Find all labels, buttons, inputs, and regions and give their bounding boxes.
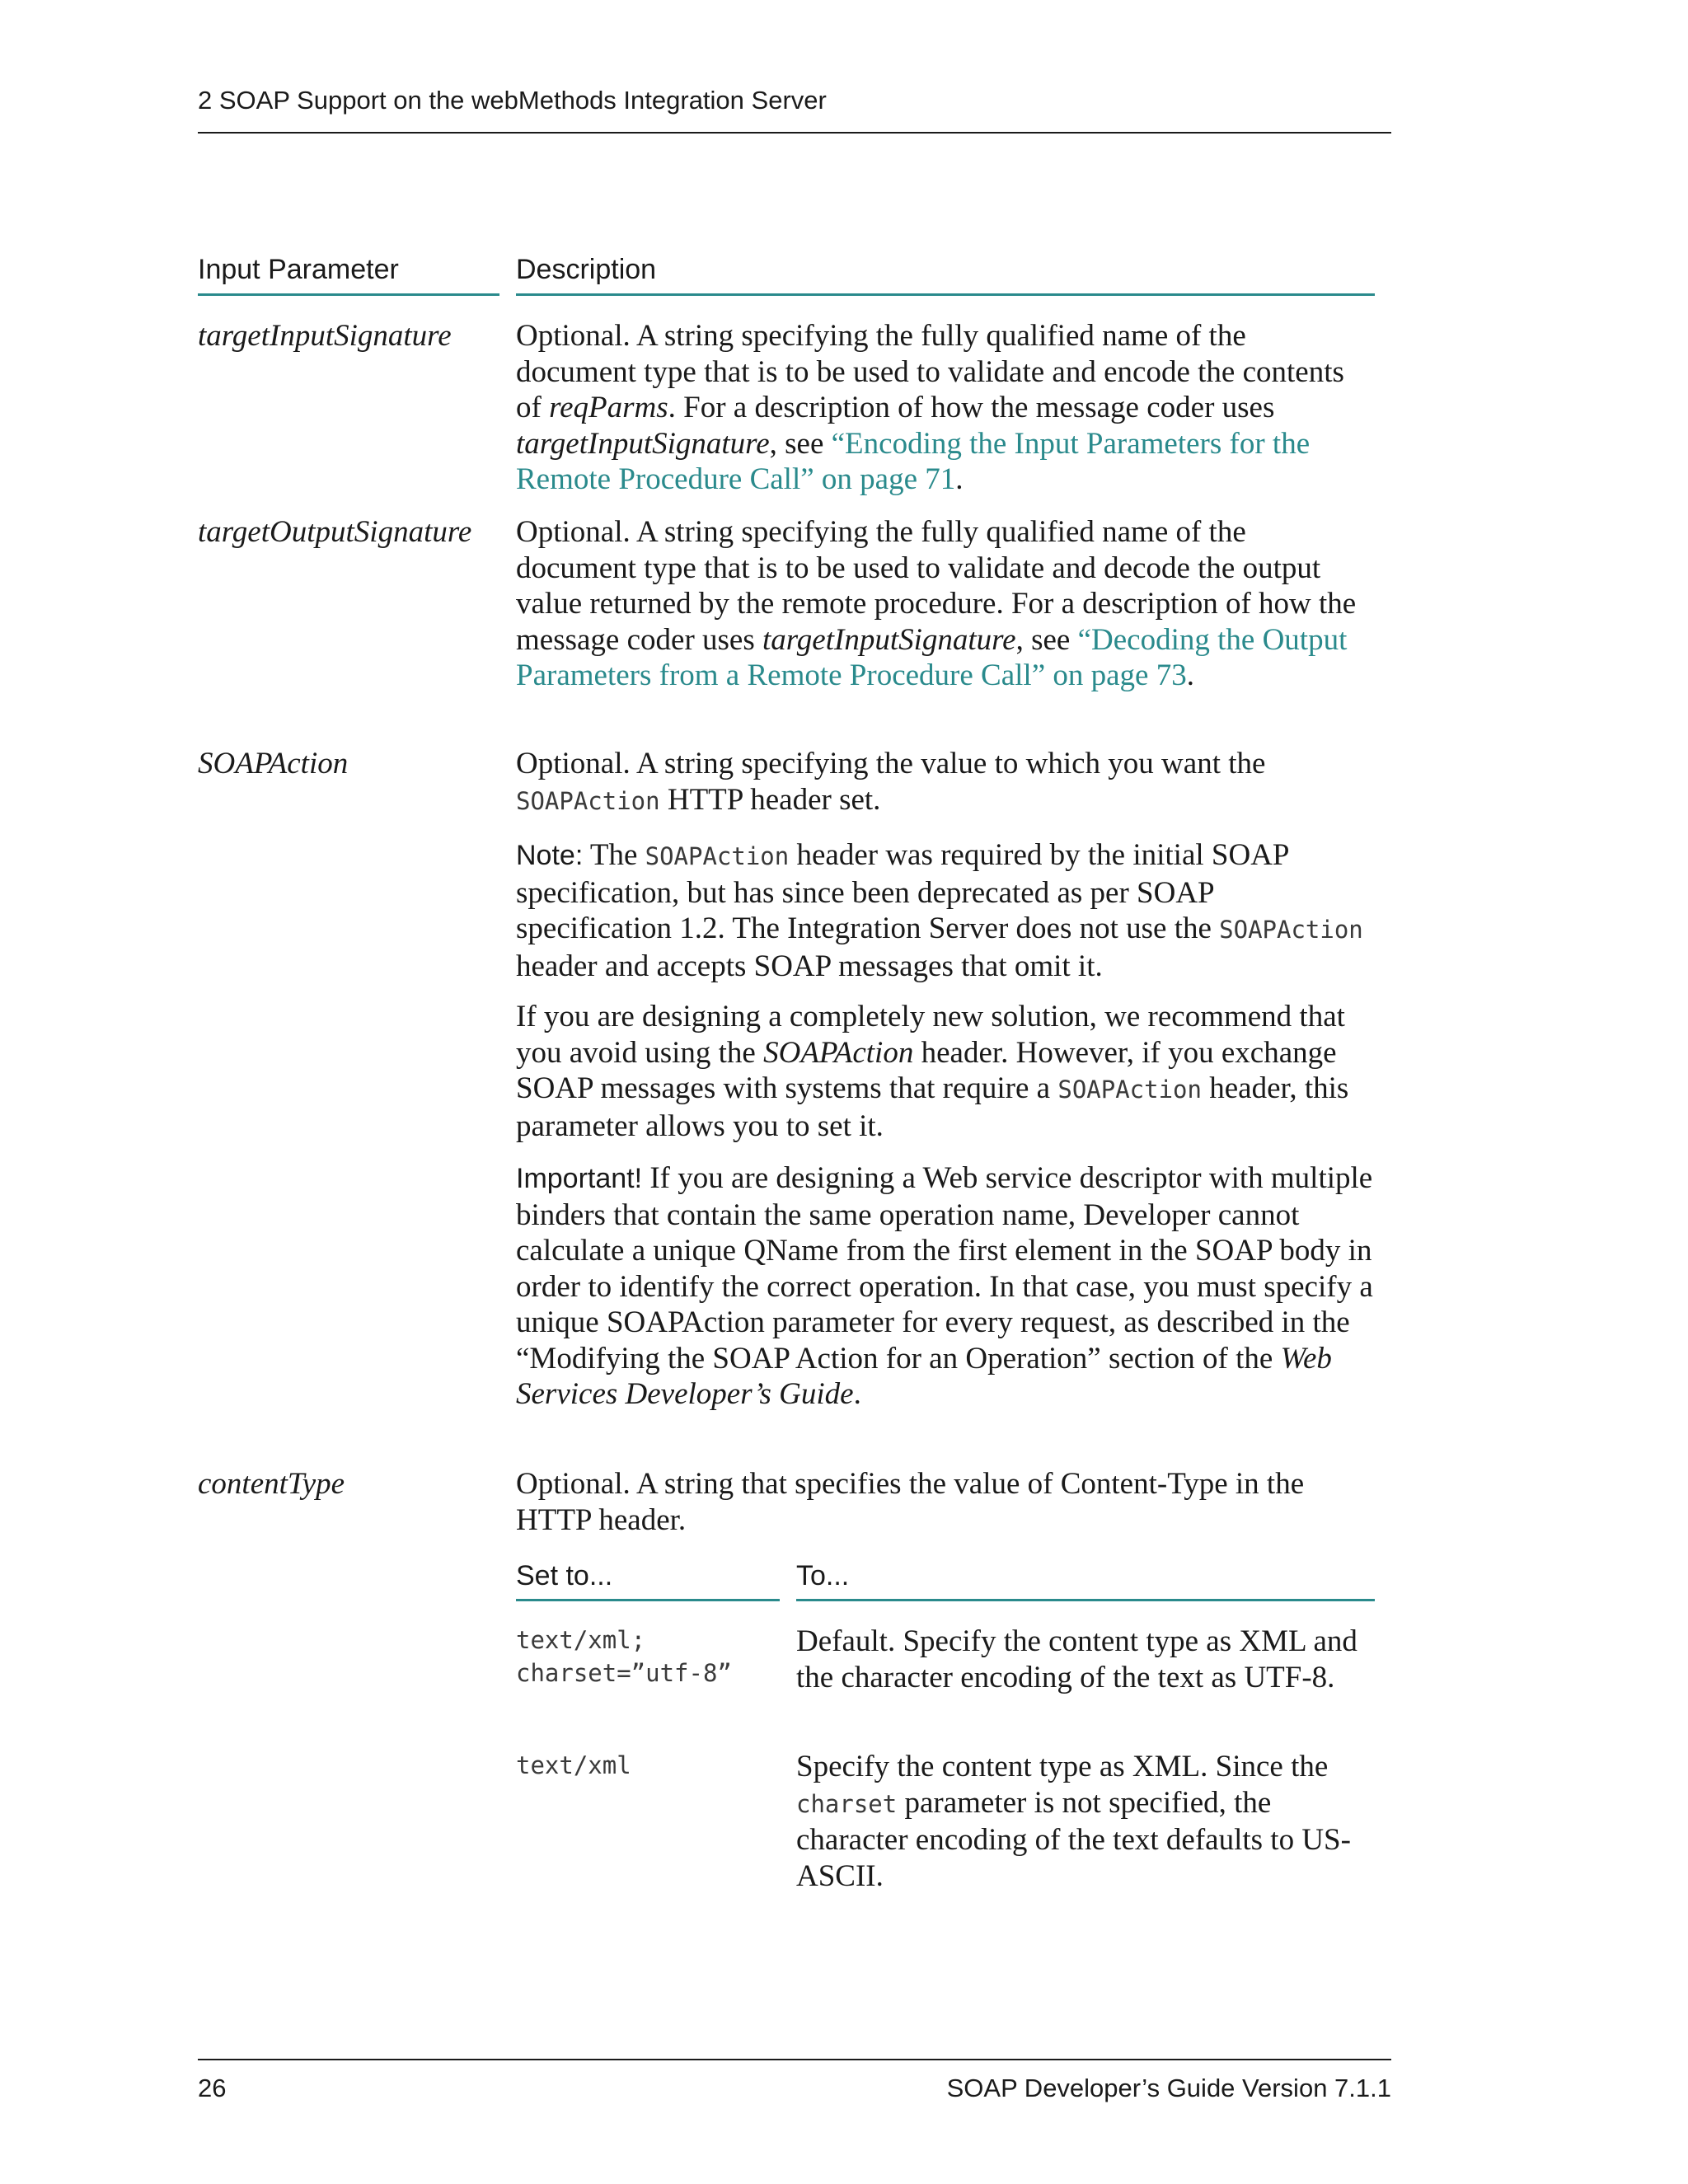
note-label: Note: — [516, 840, 584, 871]
subtable-value-text-xml: text/xml — [516, 1751, 631, 1779]
column-rule-desc — [516, 293, 1375, 296]
param-name-targetInputSignature: targetInputSignature — [198, 319, 452, 353]
subtable-header-to: To... — [796, 1560, 850, 1591]
page-number: 26 — [198, 2074, 227, 2102]
column-header-input-parameter: Input Parameter — [198, 254, 399, 285]
subtable-rule-set-to — [516, 1599, 780, 1601]
footer-rule — [198, 2059, 1391, 2060]
param-description-targetOutputSignature: Optional. A string specifying the fully qualified name of the document type that is to be used to validate and decode the output value returned by the remote procedure. For a description of how the message coder uses targetInputSignature, see “Decoding the Output Parameters from a Remote Procedure Call” on page 73. — [516, 515, 1357, 692]
header-rule — [198, 132, 1391, 134]
important-label: Important! — [516, 1163, 643, 1194]
param-name-SOAPAction: SOAPAction — [198, 747, 349, 780]
soapaction-note: Note: The SOAPAction header was required by the initial SOAP specification, but has since been deprecated as per SOAP specification 1.2. The Integration Server does not use the SOAPAction header and accepts SOAP messages that omit it. — [516, 838, 1363, 983]
subtable-desc-utf8: Default. Specify the content type as XML and the character encoding of the text as UTF-8. — [796, 1624, 1357, 1694]
soapaction-recommendation: If you are designing a completely new solution, we recommend that you avoid using the SOAPAction header. However, if you exchange SOAP messages with systems that require a SOAPAction header, this parameter allows you to set it. — [516, 1000, 1349, 1143]
running-header: 2 SOAP Support on the webMethods Integration Server — [198, 86, 827, 115]
cross-reference-link[interactable]: “Encoding the Input Parameters for the Remote Procedure Call” on page 71 — [516, 426, 1311, 496]
cross-reference-link[interactable]: “Decoding the Output Parameters from a Remote Procedure Call” on page 73 — [516, 622, 1348, 692]
subtable-header-set-to: Set to... — [516, 1560, 613, 1591]
subtable-value-utf8: text/xml; charset=”utf-8” — [516, 1626, 732, 1687]
column-header-description: Description — [516, 254, 657, 285]
param-description-targetInputSignature: Optional. A string specifying the fully qualified name of the document type that is to be used to validate and encode the contents of reqParms. For a description of how the message coder uses targetInputSignature, see “Encoding the Input Parameters for the Remote Procedure Call” on page 71. — [516, 319, 1344, 496]
soapaction-important: Important! If you are designing a Web service descriptor with multiple binders that contain the same operation name, Developer cannot calculate a unique QName from the first element in the SOAP body in order to identify the correct operation. In that case, you must specify a unique SOAPAction parameter for every request, as described in the “Modifying the SOAP Action for an Operation” section of the Web Services Developer’s Guide. — [516, 1161, 1373, 1411]
subtable-desc-text-xml: Specify the content type as XML. Since the charset parameter is not specified, the character encoding of the text defaults to US-ASCII. — [796, 1750, 1351, 1893]
param-name-contentType: contentType — [198, 1467, 345, 1501]
subtable-rule-to — [796, 1599, 1375, 1601]
param-description-contentType: Optional. A string that specifies the value of Content-Type in the HTTP header. — [516, 1467, 1305, 1537]
param-name-targetOutputSignature: targetOutputSignature — [198, 515, 472, 549]
column-rule-param — [198, 293, 499, 296]
param-description-SOAPAction: Optional. A string specifying the value to which you want the SOAPAction HTTP header set. — [516, 747, 1266, 817]
footer-doc-title: SOAP Developer’s Guide Version 7.1.1 — [946, 2074, 1391, 2102]
